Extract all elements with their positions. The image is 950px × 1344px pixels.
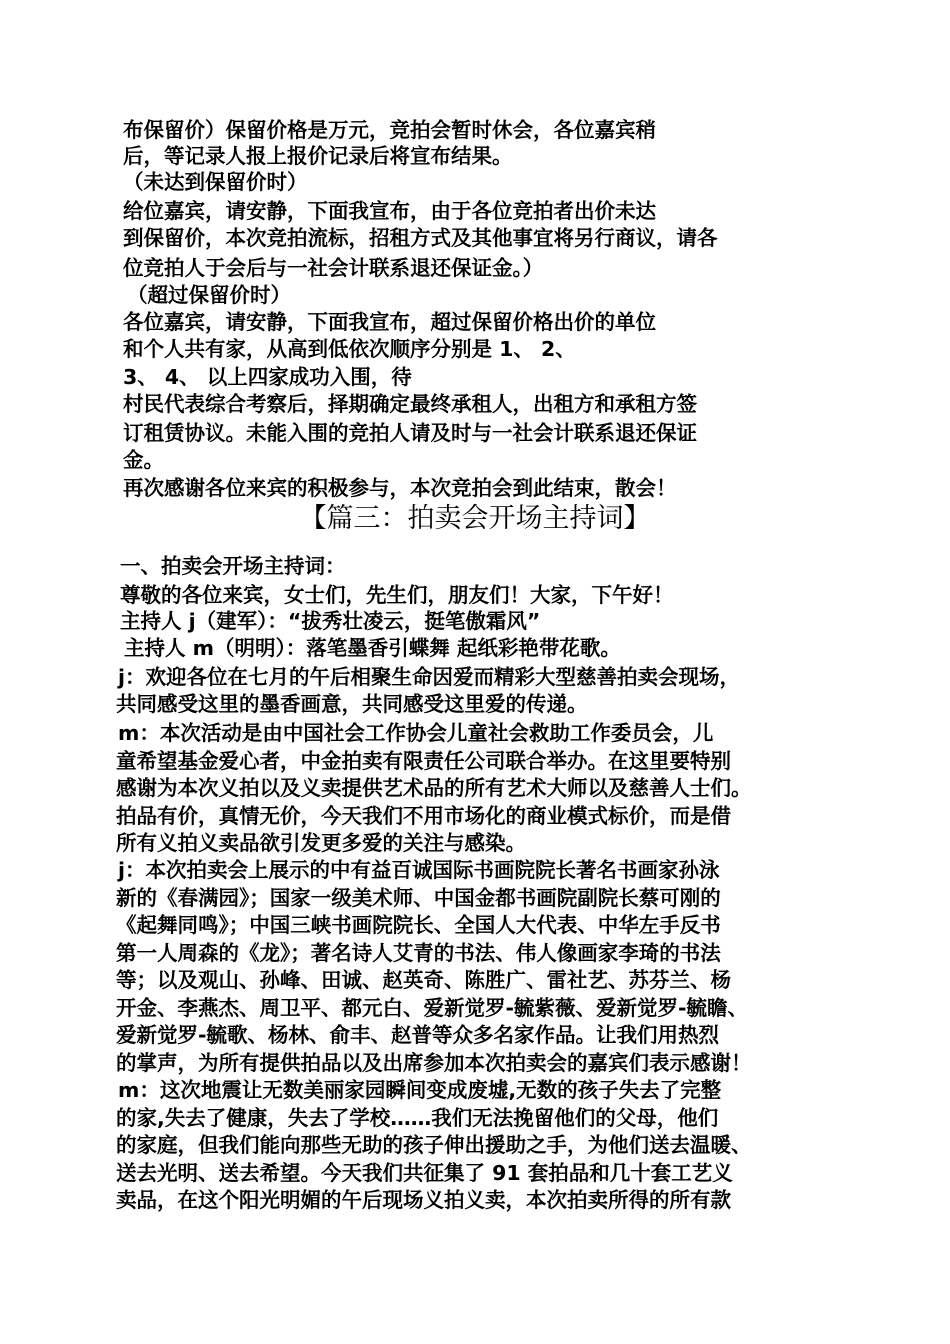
text-line: m：这次地震让无数美丽家园瞬间变成废墟,无数的孩子失去了完整: [118, 1078, 722, 1102]
text-line: 位竞拍人于会后与一社会计联系退还保证金。）: [123, 256, 544, 280]
text-line: 拍品有价，真情无价，今天我们不用市场化的商业模式标价，而是借: [116, 804, 731, 828]
text-line: 后，等记录人报上报价记录后将宣布结果。: [123, 144, 513, 168]
text-line: （未达到保留价时）: [123, 170, 308, 194]
text-line: 布保留价）保留价格是万元，竞拍会暂时休会，各位嘉宾稍: [123, 118, 656, 142]
text-line: 主持人 j（建军）：“拔秀壮凌云，挺笔傲霜风”: [120, 609, 541, 633]
text-line: 等；以及观山、孙峰、田诚、赵英奇、陈胜广、雷社艺、苏芬兰、杨: [116, 968, 731, 992]
text-line: 送去光明、送去希望。今天我们共征集了 91 套拍品和几十套工艺义: [116, 1161, 733, 1185]
text-line: 新的《春满园》；国家一级美术师、中国金都书画院副院长蔡可刚的: [116, 886, 721, 910]
text-line: 金。: [123, 448, 164, 472]
text-line: j：本次拍卖会上展示的中有益百诚国际书画院院长著名书画家孙泳: [118, 858, 720, 882]
text-line: 共同感受这里的墨香画意，共同感受这里爱的传递。: [116, 692, 588, 716]
text-line: 各位嘉宾，请安静，下面我宣布，超过保留价格出价的单位: [123, 310, 656, 334]
text-line: 到保留价，本次竞拍流标，招租方式及其他事宜将另行商议，请各: [123, 226, 718, 250]
text-line: m：本次活动是由中国社会工作协会儿童社会救助工作委员会，儿: [118, 721, 714, 745]
text-line: 爱新觉罗-毓歌、杨林、俞丰、赵普等众多名家作品。让我们用热烈: [116, 1023, 720, 1047]
text-line: 《起舞同鸣》；中国三峡书画院院长、全国人大代表、中华左手反书: [116, 913, 721, 937]
text-line: 的家庭，但我们能向那些无助的孩子伸出援助之手，为他们送去温暖、: [116, 1133, 752, 1157]
text-line: 感谢为本次义拍以及义卖提供艺术品的所有艺术大师以及慈善人士们。: [116, 776, 752, 800]
text-line: 所有义拍义卖品欲引发更多爱的关注与感染。: [116, 831, 526, 855]
text-line: 主持人 m（明明）：落笔墨香引蝶舞 起纸彩艳带花歌。: [124, 636, 621, 660]
text-line: 开金、李燕杰、周卫平、都元白、爱新觉罗-毓紫薇、爱新觉罗-毓瞻、: [116, 996, 749, 1020]
text-line: 再次感谢各位来宾的积极参与，本次竞拍会到此结束，散会！: [123, 476, 677, 500]
text-line: 订租赁协议。未能入围的竞拍人请及时与一社会计联系退还保证: [123, 421, 697, 445]
text-line: 的家,失去了健康，失去了学校……我们无法挽留他们的父母，他们: [116, 1106, 719, 1130]
text-line: 一、拍卖会开场主持词：: [120, 554, 346, 578]
text-line: 村民代表综合考察后，择期确定最终承租人，出租方和承租方签: [123, 392, 697, 416]
text-line: 给位嘉宾，请安静，下面我宣布，由于各位竞拍者出价未达: [123, 199, 656, 223]
text-line: 卖品，在这个阳光明媚的午后现场义拍义卖，本次拍卖所得的所有款: [116, 1188, 731, 1212]
text-line: （超过保留价时）: [127, 283, 291, 307]
text-line: 的掌声，为所有提供拍品以及出席参加本次拍卖会的嘉宾们表示感谢！: [116, 1051, 752, 1075]
text-line: 第一人周森的《龙》；著名诗人艾青的书法、伟人像画家李琦的书法: [116, 941, 721, 965]
section-title: 【篇三：拍卖会开场主持词】: [299, 503, 651, 534]
text-line: j：欢迎各位在七月的午后相聚生命因爱而精彩大型慈善拍卖会现场，: [118, 665, 741, 689]
text-line: 和个人共有家，从高到低依次顺序分别是 1、 2、: [123, 337, 576, 361]
text-line: 尊敬的各位来宾，女士们，先生们，朋友们！大家，下午好！: [120, 583, 674, 607]
text-line: 3、 4、 以上四家成功入围，待: [123, 365, 412, 389]
text-line: 童希望基金爱心者，中金拍卖有限责任公司联合举办。在这里要特别: [116, 749, 731, 773]
